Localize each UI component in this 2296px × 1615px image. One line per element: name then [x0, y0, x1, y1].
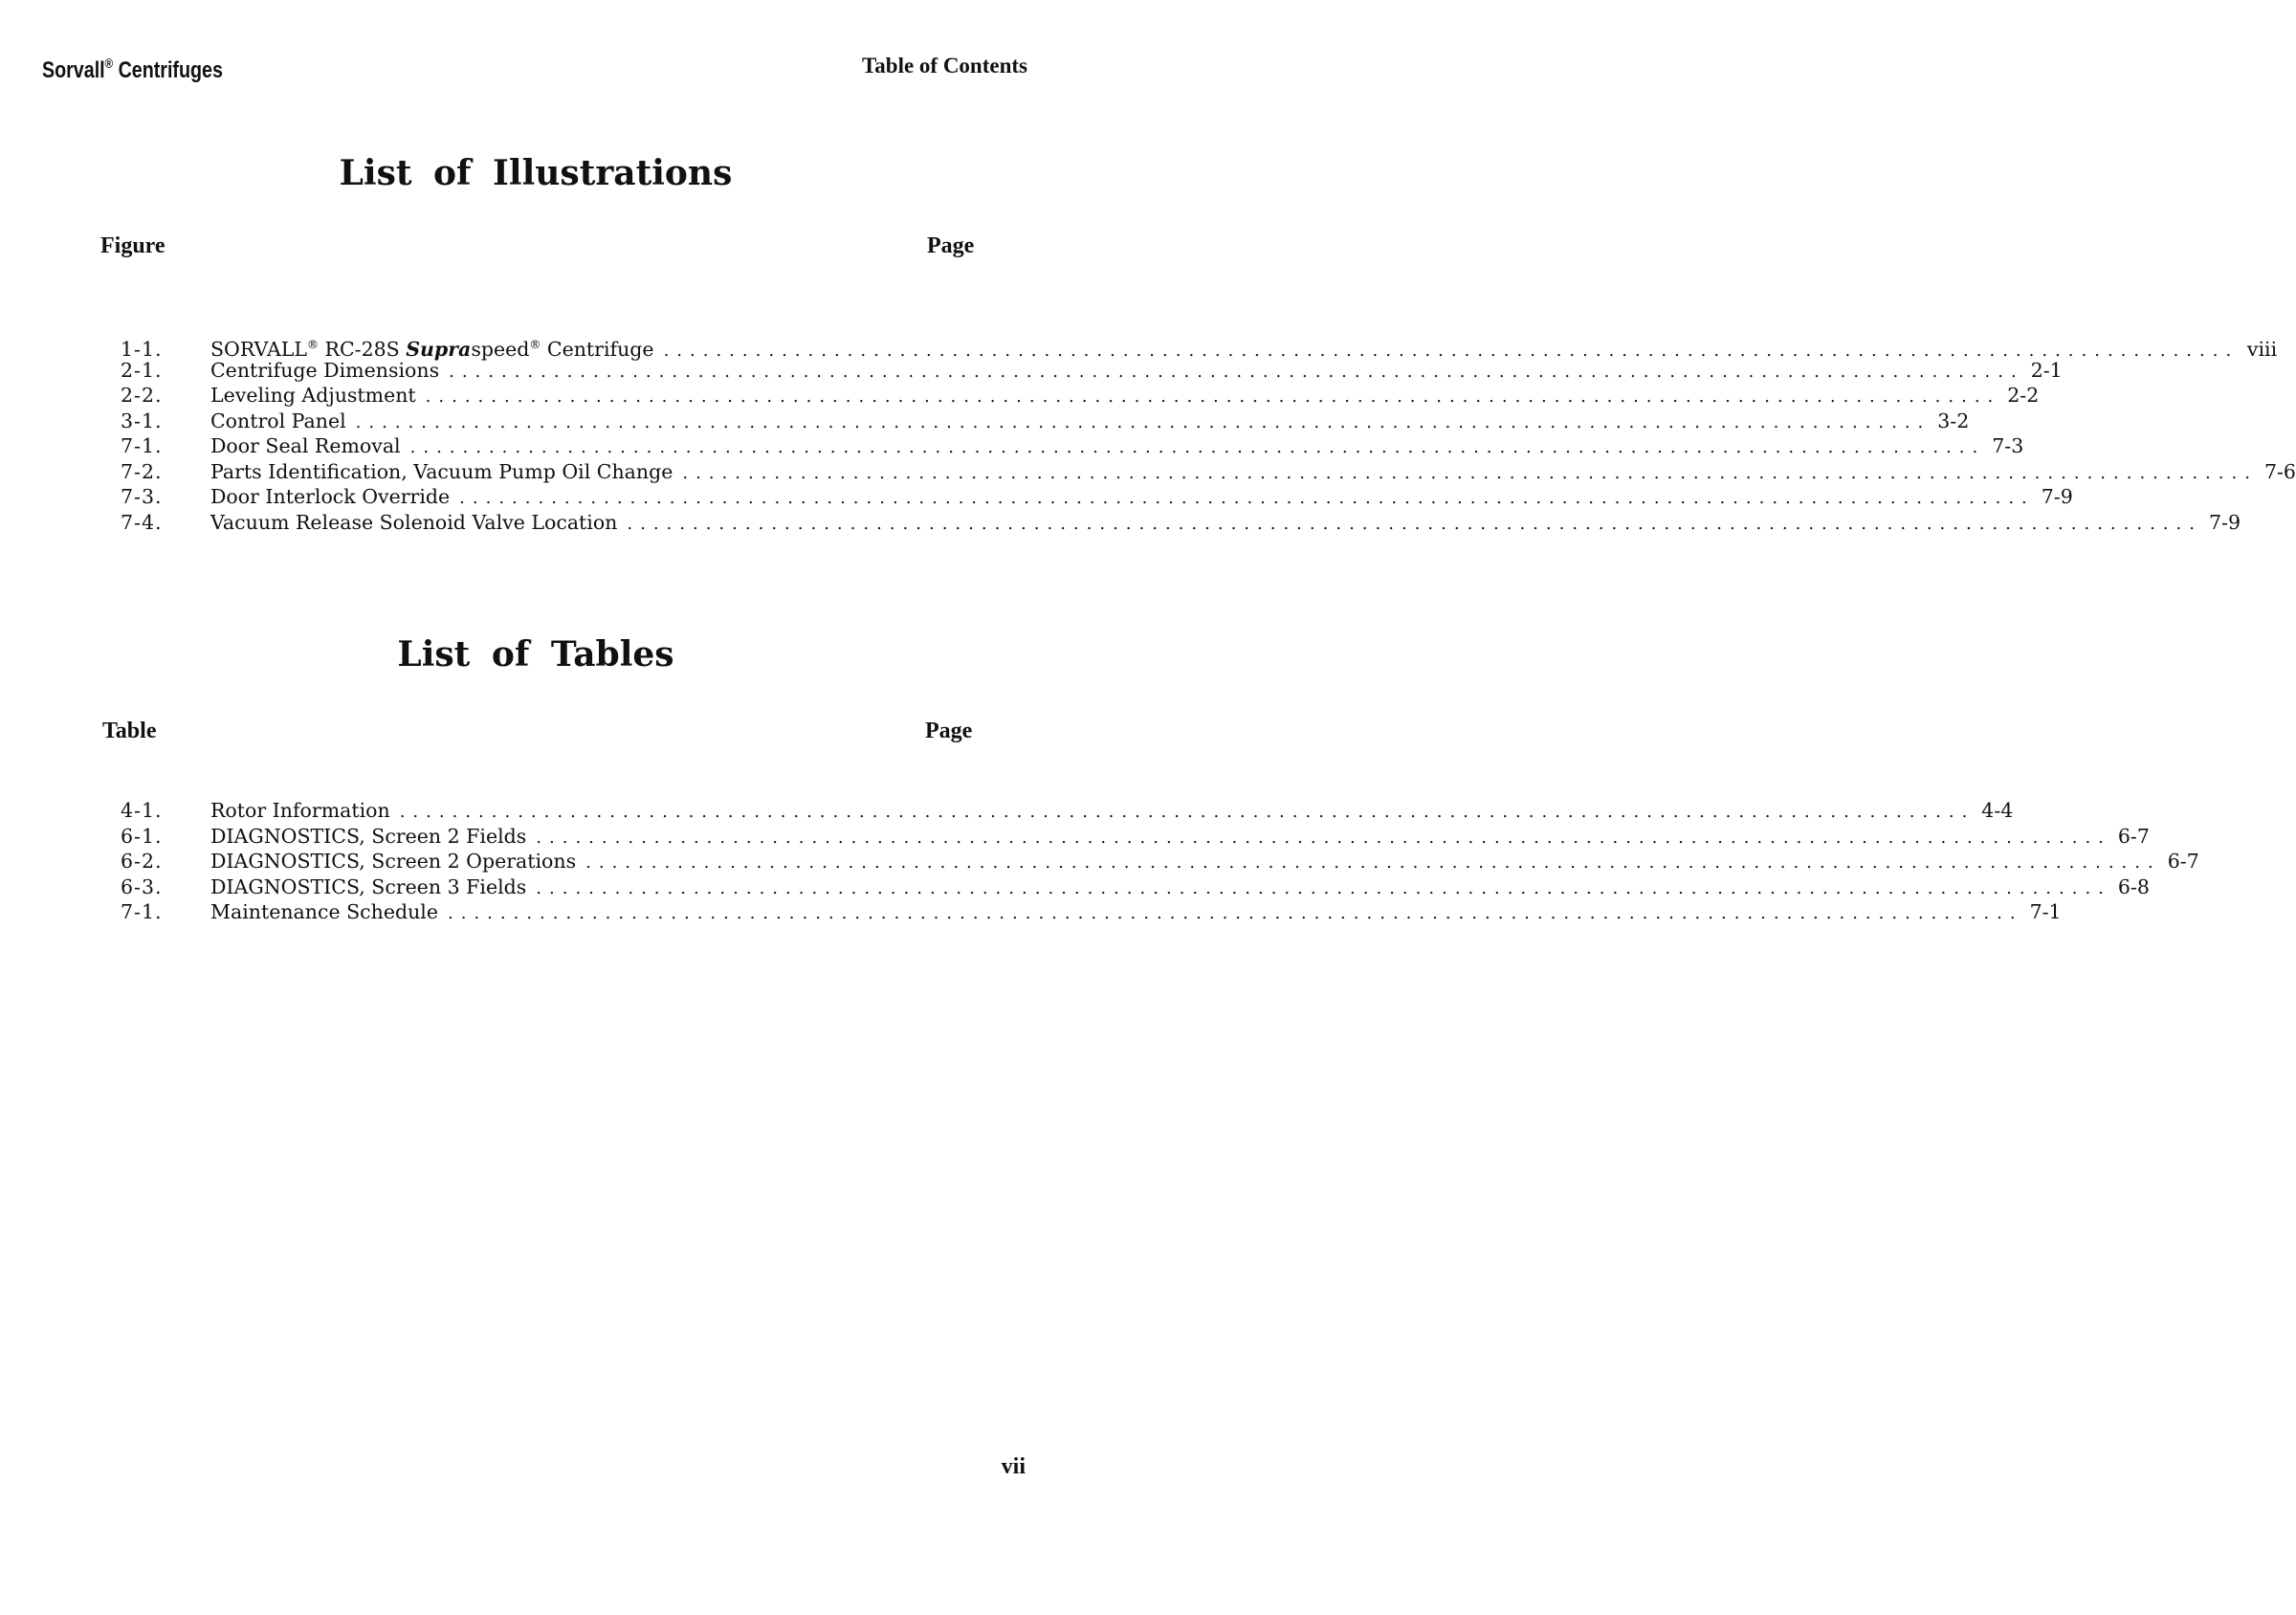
dot-leader: ........................................................................................................................ — [449, 361, 2024, 382]
entry-page-number: 6-8 — [2117, 874, 2150, 898]
entry-page-number: 6-7 — [2167, 850, 2199, 873]
entry-page-number: 7-9 — [2208, 510, 2241, 534]
entry-title: DIAGNOSTICS, Screen 3 Fields — [210, 874, 527, 898]
entry-page-number: 2-1 — [2030, 358, 2063, 382]
toc-entry[interactable] — [107, 484, 2073, 510]
dot-leader: ........................................................................................................................ — [399, 802, 1976, 822]
dot-leader: ........................................................................................................................ — [663, 341, 2240, 361]
entry-title: DIAGNOSTICS, Screen 2 Fields — [210, 824, 527, 848]
dot-leader: ........................................................................................................................ — [409, 437, 1986, 457]
dot-leader: ........................................................................................................................ — [355, 411, 1932, 432]
entry-number: 7-4. — [121, 510, 163, 534]
entry-page-number: 3-2 — [1937, 409, 1970, 432]
dot-leader: ........................................................................................................................ — [459, 488, 2035, 508]
toc-entry[interactable] — [107, 849, 2199, 874]
entry-title: Rotor Information — [210, 799, 390, 822]
entry-title: Parts Identification, Vacuum Pump Oil Change — [210, 459, 673, 483]
toc-entry[interactable] — [107, 332, 2278, 361]
entry-number: 1-1. — [121, 338, 163, 361]
list-of-tables-heading: List of Tables — [397, 634, 674, 675]
entry-number: 7-2. — [121, 459, 163, 483]
header-product-name: Centrifuges — [118, 57, 223, 83]
entry-number: 4-1. — [121, 799, 163, 822]
registered-mark: ® — [104, 55, 114, 71]
toc-entry[interactable] — [107, 874, 2150, 900]
entry-page-number: 7-3 — [1992, 434, 2024, 457]
entry-number: 3-1. — [121, 409, 163, 432]
tables-page-column-label: Page — [925, 719, 973, 743]
entry-title: SORVALL® RC-28S Supraspeed® Centrifuge — [210, 338, 654, 361]
entry-title: Leveling Adjustment — [210, 384, 416, 407]
toc-entry[interactable] — [107, 433, 2024, 459]
entry-page-number: 2-2 — [2007, 384, 2040, 407]
toc-entry[interactable] — [107, 459, 2296, 485]
tables-list — [107, 798, 2199, 925]
toc-entry[interactable] — [107, 383, 2040, 409]
entry-title: DIAGNOSTICS, Screen 2 Operations — [210, 850, 577, 873]
entry-page-number: viii — [2246, 338, 2278, 361]
table-column-label: Table — [102, 719, 157, 743]
toc-entry[interactable] — [107, 899, 2062, 925]
entry-page-number: 7-9 — [2041, 485, 2073, 508]
figure-column-label: Figure — [100, 233, 166, 258]
entry-number: 7-3. — [121, 485, 163, 508]
entry-number: 6-2. — [121, 850, 163, 873]
dot-leader: ........................................................................................................................ — [682, 462, 2258, 483]
page-number: vii — [1001, 1454, 1026, 1479]
entry-title: Maintenance Schedule — [210, 900, 438, 923]
toc-entry[interactable] — [107, 824, 2150, 850]
entry-number: 6-1. — [121, 824, 163, 848]
entry-number: 2-1. — [121, 358, 163, 382]
entry-title: Control Panel — [210, 409, 346, 432]
running-header-brand — [42, 55, 223, 84]
illustrations-page-column-label: Page — [927, 233, 975, 258]
entry-number: 7-1. — [121, 900, 163, 923]
dot-leader: ........................................................................................................................ — [536, 827, 2111, 848]
running-header-section: Table of Contents — [862, 54, 1027, 77]
entry-number: 6-3. — [121, 874, 163, 898]
entry-title: Centrifuge Dimensions — [210, 358, 440, 382]
entry-number: 7-1. — [121, 434, 163, 457]
toc-entry[interactable] — [107, 358, 2063, 384]
entry-page-number: 7-6 — [2263, 459, 2296, 483]
dot-leader: ........................................................................................................................ — [447, 903, 2023, 923]
entry-number: 2-2. — [121, 384, 163, 407]
entry-page-number: 4-4 — [1981, 799, 2014, 822]
dot-leader: ........................................................................................................................ — [627, 513, 2202, 534]
entry-page-number: 6-7 — [2117, 824, 2150, 848]
dot-leader: ........................................................................................................................ — [536, 877, 2111, 898]
entry-title: Door Interlock Override — [210, 485, 451, 508]
illustrations-list — [107, 332, 2296, 535]
toc-entry[interactable] — [107, 409, 1970, 434]
dot-leader: ........................................................................................................................ — [425, 387, 2001, 407]
entry-page-number: 7-1 — [2029, 900, 2062, 923]
entry-title: Vacuum Release Solenoid Valve Location — [210, 510, 618, 534]
list-of-illustrations-heading: List of Illustrations — [339, 153, 733, 193]
entry-title: Door Seal Removal — [210, 434, 401, 457]
toc-entry[interactable] — [107, 510, 2241, 536]
toc-entry[interactable] — [107, 798, 2014, 824]
header-brand-name: Sorvall — [42, 57, 105, 83]
dot-leader: ........................................................................................................................ — [585, 852, 2161, 873]
